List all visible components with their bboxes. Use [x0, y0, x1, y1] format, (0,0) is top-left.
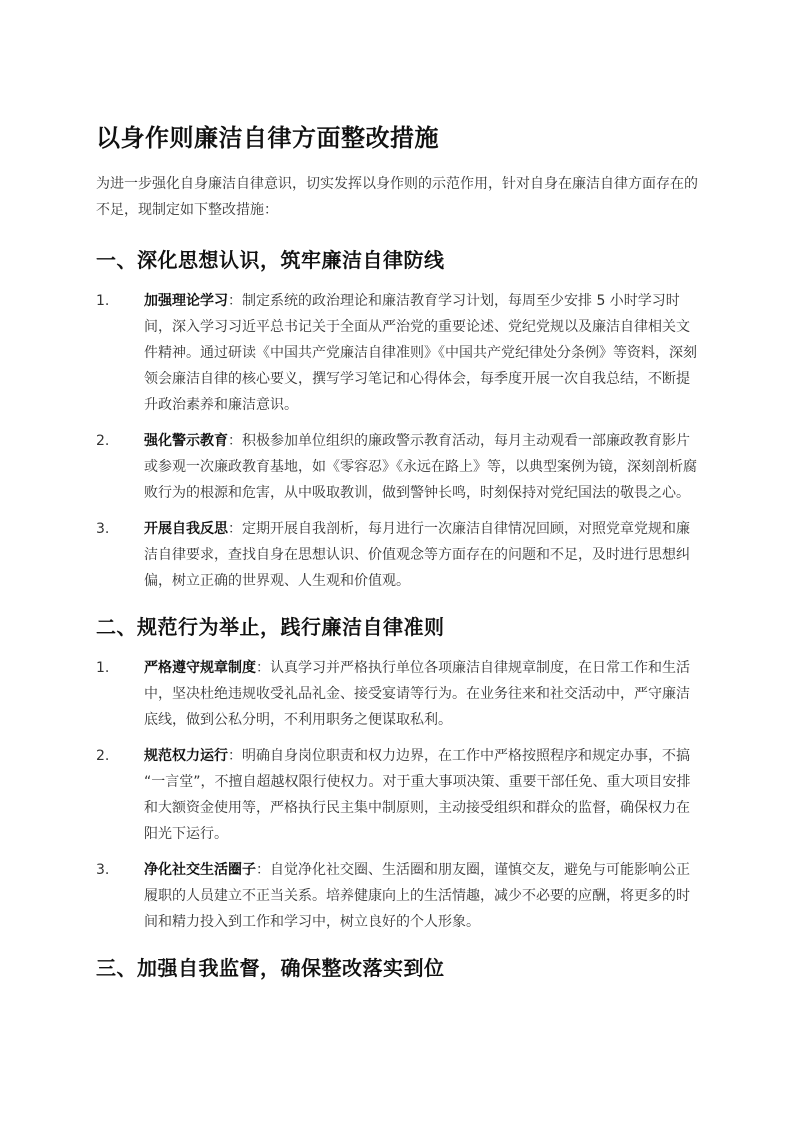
item-number: 3. [96, 521, 110, 537]
item-text: 自觉净化社交圈、生活圈和朋友圈，谨慎交友，避免与可能影响公正履职的人员建立不正当关系。培养健康向上的生活情趣，减少不必要的应酬，将更多的时间和精力投入到工作和学习中，树立良好的个人形象。 [144, 862, 690, 930]
item-title: 开展自我反思 [144, 521, 228, 537]
item-title: 严格遵守规章制度 [144, 660, 256, 676]
item-title: 加强理论学习 [144, 293, 228, 309]
item-number: 1. [96, 293, 110, 309]
item-title: 强化警示教育 [144, 433, 228, 449]
item-text: 明确自身岗位职责和权力边界，在工作中严格按照程序和规定办事，不搞 “一言堂”，不擅自超越权限行使权力。对于重大事项决策、重要干部任免、重大项目安排和大额资金使用等，严格执行民主集中制原则，主动接受组织和群众的监督，确保权力在阳光下运行。 [144, 748, 691, 842]
item-separator: ： [228, 293, 242, 309]
item-title: 规范权力运行 [144, 748, 228, 764]
measure-list [96, 655, 698, 935]
item-number: 3. [96, 862, 110, 878]
section-heading: 三、加强自我监督，确保整改落实到位 [96, 956, 445, 980]
item-number: 2. [96, 433, 110, 449]
item-separator: ： [256, 660, 270, 676]
item-text: 制定系统的政治理论和廉洁教育学习计划，每周至少安排 5 小时学习时间，深入学习习近平总书记关于全面从严治党的重要论述、党纪党规以及廉洁自律相关文件精神。通过研读《中国共产党廉洁自律准则》《中国共产党纪律处分条例》等资料，深刻领会廉洁自律的核心要义，撰写学习笔记和心得体会，每季度开展一次自我总结，不断提升政治素养和廉洁意识。 [144, 293, 697, 413]
item-text: 认真学习并严格执行单位各项廉洁自律规章制度，在日常工作和生活中，坚决杜绝违规收受礼品礼金、接受宴请等行为。在业务往来和社交活动中，严守廉洁底线，做到公私分明，不利用职务之便谋取私利。 [144, 660, 690, 728]
page-title: 以身作则廉洁自律方面整改措施 [96, 124, 439, 152]
sections-container [96, 243, 698, 985]
item-separator: ： [228, 748, 242, 764]
list-item [96, 428, 698, 506]
section-heading: 一、深化思想认识，筑牢廉洁自律防线 [96, 248, 445, 272]
section-heading: 二、规范行为举止，践行廉洁自律准则 [96, 615, 445, 639]
item-separator: ： [228, 433, 242, 449]
list-item [96, 655, 698, 733]
list-item [96, 288, 698, 418]
list-item [96, 857, 698, 935]
intro-paragraph: 为进一步强化自身廉洁自律意识，切实发挥以身作则的示范作用，针对自身在廉洁自律方面存在的不足，现制定如下整改措施： [96, 176, 698, 218]
item-separator: ： [228, 521, 242, 537]
measure-list [96, 288, 698, 594]
item-number: 1. [96, 660, 110, 676]
item-number: 2. [96, 748, 110, 764]
item-separator: ： [256, 862, 270, 878]
list-item [96, 516, 698, 594]
item-text: 积极参加单位组织的廉政警示教育活动，每月主动观看一部廉政教育影片或参观一次廉政教育基地，如《零容忍》《永远在路上》等，以典型案例为镜，深刻剖析腐败行为的根源和危害，从中吸取教训，做到警钟长鸣，时刻保持对党纪国法的敬畏之心。 [144, 433, 697, 501]
item-title: 净化社交生活圈子 [144, 862, 256, 878]
item-text: 定期开展自我剖析，每月进行一次廉洁自律情况回顾，对照党章党规和廉洁自律要求，查找自身在思想认识、价值观念等方面存在的问题和不足，及时进行思想纠偏，树立正确的世界观、人生观和价值观。 [144, 521, 690, 589]
list-item [96, 743, 698, 847]
